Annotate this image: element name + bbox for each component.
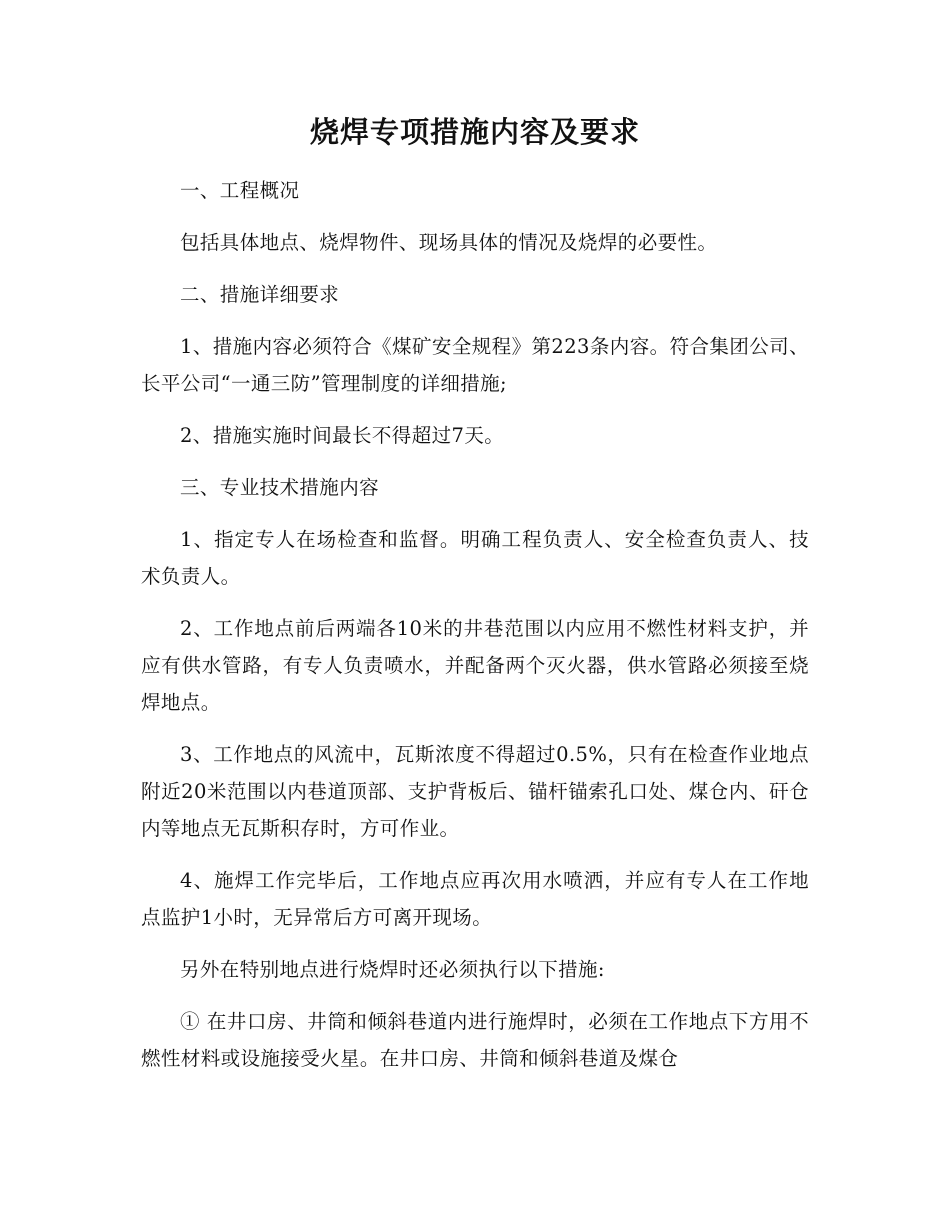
- document-title: 烧焊专项措施内容及要求: [309, 115, 640, 149]
- paragraph-special-locations: 另外在特别地点进行烧焊时还必须执行以下措施:: [180, 958, 605, 981]
- paragraph-special-measure-1: ① 在井口房、井筒和倾斜巷道内进行施焊时，必须在工作地点下方用不燃性材料或设施接受火星。在井口房、井筒和倾斜巷道及煤仓: [141, 1010, 809, 1070]
- section-heading-technical-measures: 三、专业技术措施内容: [180, 476, 380, 499]
- paragraph-measure-3: 3、工作地点的风流中，瓦斯浓度不得超过0.5%，只有在检查作业地点附近20米范围以内巷道顶部、支护背板后、锚杆锚索孔口处、煤仓内、矸仓内等地点无瓦斯积存时，方可作业。: [141, 743, 809, 840]
- section-heading-overview: 一、工程概况: [180, 179, 300, 202]
- document-body: [141, 110, 809, 1092]
- paragraph-requirement-1: 1、措施内容必须符合《煤矿安全规程》第223条内容。符合集团公司、长平公司“一通三防”管理制度的详细措施;: [141, 335, 809, 395]
- paragraph-measure-4: 4、施焊工作完毕后，工作地点应再次用水喷洒，并应有专人在工作地点监护1小时，无异常后方可离开现场。: [141, 869, 809, 929]
- paragraph-overview: 包括具体地点、烧焊物件、现场具体的情况及烧焊的必要性。: [180, 231, 718, 254]
- section-heading-requirements: 二、措施详细要求: [180, 283, 340, 306]
- paragraph-requirement-2: 2、措施实施时间最长不得超过7天。: [180, 424, 505, 447]
- paragraph-measure-1: 1、指定专人在场检查和监督。明确工程负责人、安全检查负责人、技术负责人。: [141, 528, 809, 588]
- paragraph-measure-2: 2、工作地点前后两端各10米的井巷范围以内应用不燃性材料支护，并应有供水管路，有专人负责喷水，并配备两个灭火器，供水管路必须接至烧焊地点。: [141, 617, 809, 714]
